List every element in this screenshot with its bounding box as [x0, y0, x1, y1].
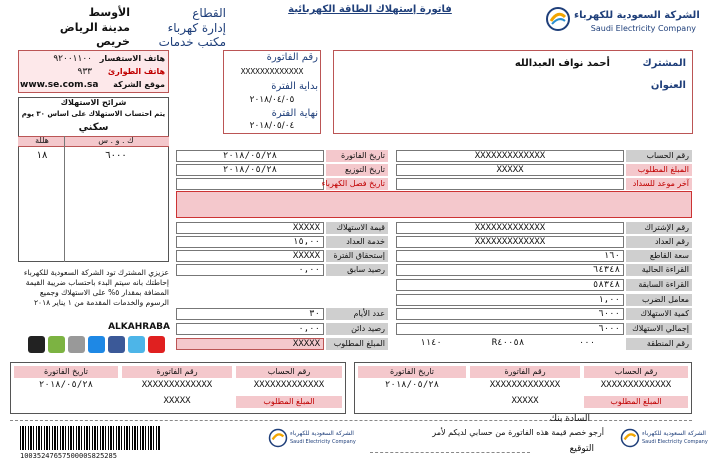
previous-balance-label: رصيد سابق — [326, 264, 388, 276]
sector-value: الأوسط — [88, 6, 130, 19]
period-due-label: إستحقاق الفترة — [326, 250, 388, 262]
left-stub-amount-value: XXXXX — [122, 396, 232, 408]
tariff-col-kwh: ك . و . س — [98, 136, 134, 145]
current-reading-label: القراءة الحالية — [626, 264, 692, 276]
distribution-date-label: تاريخ التوزيع — [326, 164, 388, 176]
current-reading-value: ٦٤٣٤٨ — [396, 264, 624, 276]
credit-balance-value: ٠,٠٠ — [176, 323, 324, 335]
youtube-icon[interactable] — [148, 336, 165, 353]
tariff-row-halala: ١٨ — [36, 150, 48, 161]
right-stub-bill-date-value: ٢٠١٨/٠٥/٢٨ — [358, 380, 466, 392]
address-label: العنوان — [650, 80, 686, 91]
left-stub-bill-no-value: XXXXXXXXXXXXX — [122, 380, 232, 392]
total-due-value: XXXXX — [176, 338, 324, 350]
breaker-capacity-value: ١٦٠ — [396, 250, 624, 262]
region-value-3: ٠٠٠ — [550, 338, 624, 350]
inquiry-value: ٩٢٠٠١١٠٠ — [53, 54, 92, 64]
sec-logo-icon — [545, 6, 571, 32]
distribution-date-value: ٢٠١٨/٠٥/٢٨ — [176, 164, 324, 176]
company-logo — [545, 6, 571, 32]
right-stub-company-ar: الشركة السعودية للكهرباء — [642, 430, 706, 437]
subscriber-label: المشترك — [642, 58, 686, 69]
left-stub-amount-label: المبلغ المطلوب — [236, 396, 342, 408]
right-stub-bill-no-value: XXXXXXXXXXXXX — [470, 380, 580, 392]
consumption-qty-label: كمية الاستهلاك — [626, 308, 692, 320]
left-stub-bill-date-label: تاريخ الفاتورة — [14, 366, 118, 378]
disconnect-date-label: تاريخ فصل الكهرباء — [326, 178, 388, 190]
right-stub-logo — [620, 424, 708, 454]
consumption-value-label: قيمة الاستهلاك — [326, 222, 388, 234]
bill-no-value: XXXXXXXXXXXXX — [240, 67, 304, 76]
bank-label: السادة بنك — [549, 414, 590, 424]
sec-logo-icon — [268, 428, 288, 448]
total-consumption-value: ٦٠٠٠ — [396, 323, 624, 335]
meter-service-value: ١٥,٠٠ — [176, 236, 324, 248]
period-start-value: ٢٠١٨/٠٤/٠٥ — [249, 95, 295, 105]
account-no-label: رقم الحساب — [626, 150, 692, 162]
breaker-capacity-label: سعة القاطع — [626, 250, 692, 262]
left-stub-account-value: XXXXXXXXXXXXX — [236, 380, 342, 392]
previous-reading-value: ٥٨٣٤٨ — [396, 279, 624, 291]
left-stub-company-ar: الشركة السعودية للكهرباء — [290, 430, 354, 437]
left-stub-bill-date-value: ٢٠١٨/٠٥/٢٨ — [14, 380, 118, 392]
bill-date-label: تاريخ الفاتورة — [326, 150, 388, 162]
subscriber-value: أحمد نواف العبدالله — [514, 58, 610, 69]
bill-title: فاتورة إستهلاك الطاقة الكهربائية — [288, 4, 452, 15]
meter-no-label: رقم العداد — [626, 236, 692, 248]
tariff-row-kwh: ٦٠٠٠ — [105, 150, 127, 161]
android-icon[interactable] — [48, 336, 65, 353]
region-value-2: R٤٠٠٥٨ — [468, 338, 548, 350]
tariff-title: شرائح الاستهلاك — [60, 98, 127, 107]
right-stub-bill-date-label: تاريخ الفاتورة — [358, 366, 466, 378]
right-stub-bill-no-label: رقم الفاتورة — [470, 366, 580, 378]
twitter-icon[interactable] — [128, 336, 145, 353]
vat-notice: عزيزي المشترك تود الشركة السعودية للكهرباء إحاطتك بانه سيتم البدء باحتساب ضريبة القيمة المضافة بمقدار ٥% على الاستهلاك وجميع الرسوم والخدمات المقدمة من ١ يناير ٢٠١٨ — [23, 268, 169, 307]
right-stub-amount-value: XXXXX — [470, 396, 580, 408]
company-name-en: Saudi Electricity Company — [590, 24, 696, 33]
message-banner — [176, 191, 692, 218]
left-stub-company-en: Saudi Electricity Company — [290, 439, 356, 445]
credit-balance-label: رصيد دائن — [326, 323, 388, 335]
apple-icon[interactable] — [68, 336, 85, 353]
sec-logo-icon — [620, 428, 640, 448]
previous-balance-value: ٠,٠٠ — [176, 264, 324, 276]
office-value: خريص — [96, 35, 130, 48]
days-count-label: عدد الأيام — [326, 308, 388, 320]
right-stub-company-en: Saudi Electricity Company — [642, 439, 708, 445]
left-stub-account-label: رقم الحساب — [236, 366, 342, 378]
days-count-value: ٣٠ — [176, 308, 324, 320]
subscription-no-label: رقم الإشتراك — [626, 222, 692, 234]
period-due-value: XXXXX — [176, 250, 324, 262]
dept-label: إدارة كهرباء — [167, 21, 226, 35]
period-start-label: بداية الفترة — [271, 81, 318, 92]
barcode — [20, 426, 160, 450]
barcode-number: 1003524765750000S825285 — [20, 452, 117, 460]
previous-reading-label: القراءة السابقة — [626, 279, 692, 291]
debit-instruction: أرجو خصم قيمة هذه الفاتورة من حسابي لديكم لأمر — [432, 428, 604, 437]
inquiry-label: هاتف الاستفسار — [99, 54, 165, 63]
meter-service-label: خدمة العداد — [326, 236, 388, 248]
bill-no-label: رقم الفاتورة — [266, 52, 318, 63]
website-label: موقع الشركة — [113, 80, 165, 89]
period-end-label: نهاية الفترة — [271, 108, 318, 119]
blackberry-icon[interactable] — [28, 336, 45, 353]
total-due-label: المبلغ المطلوب — [326, 338, 388, 350]
disconnect-date-value — [176, 178, 324, 190]
left-stub-bill-no-label: رقم الفاتورة — [122, 366, 232, 378]
emergency-value: ٩٣٣ — [77, 67, 92, 77]
right-stub-account-value: XXXXXXXXXXXXX — [584, 380, 688, 392]
consumption-value-value: XXXXX — [176, 222, 324, 234]
period-end-value: ٢٠١٨/٠٥/٠٤ — [249, 121, 295, 131]
amount-due-label: المبلغ المطلوب — [626, 164, 692, 176]
multiplier-label: معامل الضرب — [626, 294, 692, 306]
multiplier-value: ١,٠٠ — [396, 294, 624, 306]
signature-label: التوقيع — [569, 444, 594, 454]
dept-value: مدينة الرياض — [59, 21, 130, 34]
office-label: مكتب خدمات — [158, 35, 226, 49]
left-stub-logo — [268, 424, 356, 454]
facebook-icon[interactable] — [108, 336, 125, 353]
last-payment-date-label: آخر موعد للسداد — [626, 178, 692, 190]
sector-label: القطاع — [192, 6, 226, 20]
company-name-ar: الشركة السعودية للكهرباء — [574, 10, 700, 21]
alkahraba-label: ALKAHRABA — [108, 322, 170, 332]
windows-icon[interactable] — [88, 336, 105, 353]
region-value-1: ١١٤٠ — [396, 338, 466, 350]
tariff-col-halala: هللة — [35, 136, 49, 145]
bill-date-value: ٢٠١٨/٠٥/٢٨ — [176, 150, 324, 162]
total-consumption-label: إجمالي الاستهلاك — [626, 323, 692, 335]
right-stub-amount-label: المبلغ المطلوب — [584, 396, 688, 408]
tariff-type: سكني — [78, 122, 109, 133]
meter-no-value: XXXXXXXXXXXXX — [396, 236, 624, 248]
region-label: رقم المنطقة — [626, 338, 692, 350]
last-payment-date-value — [396, 178, 624, 190]
right-stub-account-label: رقم الحساب — [584, 366, 688, 378]
account-no-value: XXXXXXXXXXXXX — [396, 150, 624, 162]
emergency-label: هاتف الطوارئ — [107, 67, 165, 76]
amount-due-value: XXXXX — [396, 164, 624, 176]
consumption-qty-value: ٦٠٠٠ — [396, 308, 624, 320]
subscription-no-value: XXXXXXXXXXXXX — [396, 222, 624, 234]
tariff-subtitle: يتم احتساب الاستهلاك على اساس ٣٠ يوم — [21, 110, 166, 118]
website-link[interactable]: www.se.com.sa — [20, 80, 99, 90]
